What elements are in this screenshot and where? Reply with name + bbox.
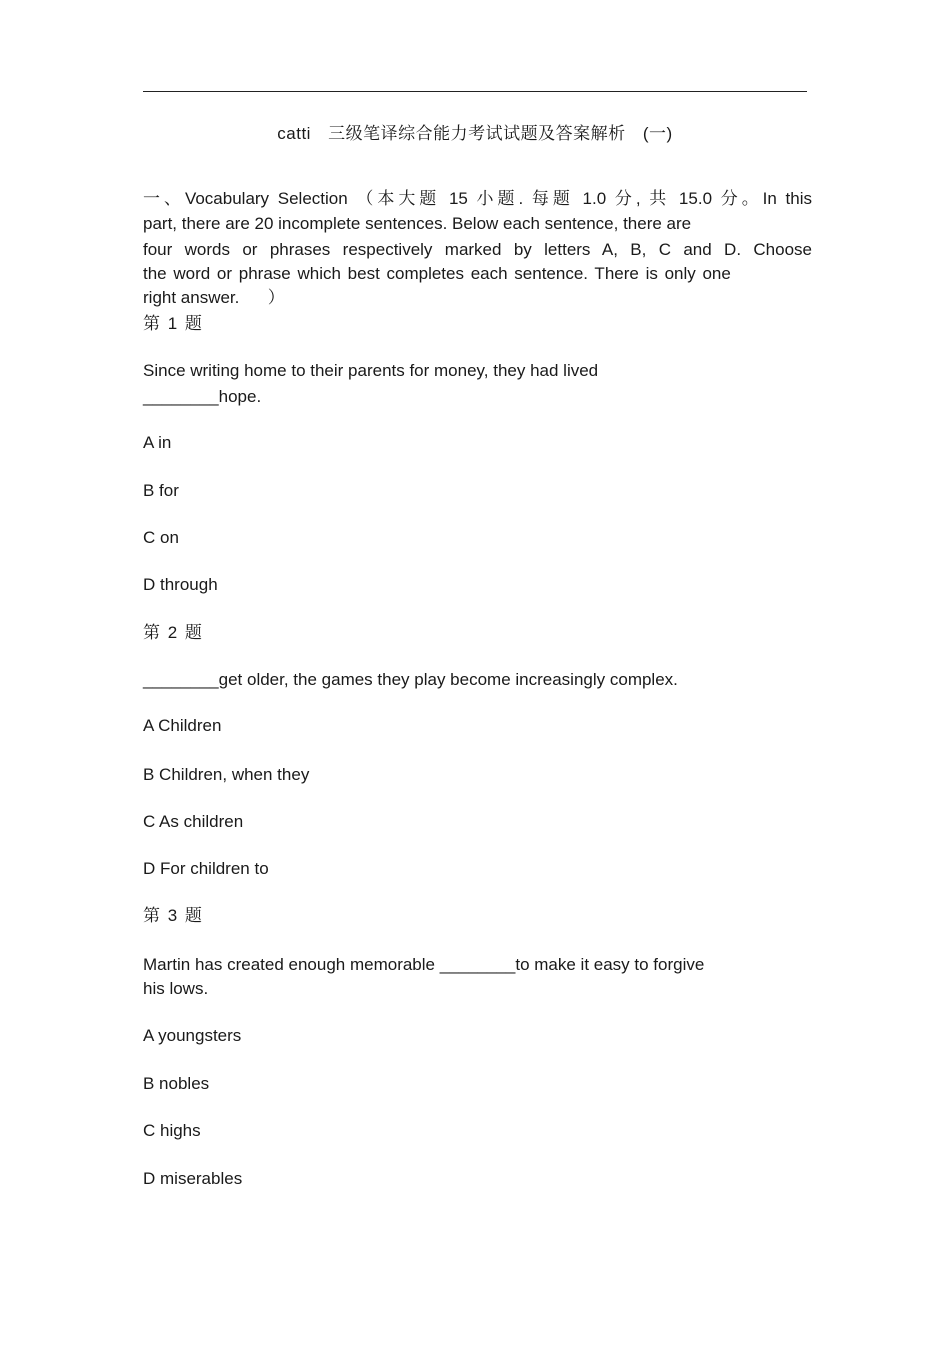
option-b: B for [143,481,179,500]
option-c: C highs [143,1121,201,1140]
option-b: B nobles [143,1074,210,1093]
document-title: catti 三级笔译综合能力考试试题及答案解析 (一) [277,124,673,143]
option-d: D through [143,575,218,594]
question-label: 第 3 题 [143,906,202,925]
option-c: C on [143,528,179,547]
option-d: D miserables [143,1169,243,1188]
question-label: 第 1 题 [143,314,202,333]
intro-line-1: 一、Vocabulary Selection （本大题 15 小题. 每题 1.0 分, 共 15.0 分。In this [143,189,812,208]
option-a: A youngsters [143,1026,242,1045]
option-d: D For children to [143,859,269,878]
intro-line-5: right answer. ） [143,288,285,307]
header-rule [143,91,807,92]
question-stem-line: Martin has created enough memorable ________to make it easy to forgive [143,955,705,974]
option-a: A Children [143,716,222,735]
question-label: 第 2 题 [143,623,202,642]
question-stem-line: ________get older, the games they play become increasingly complex. [143,670,678,689]
question-stem-line: his lows. [143,979,209,998]
option-a: A in [143,433,172,452]
question-stem-line: ________hope. [143,387,262,406]
question-stem-line: Since writing home to their parents for money, they had lived [143,361,599,380]
intro-line-4: the word or phrase which best completes each sentence. There is only one [143,264,731,283]
option-c: C As children [143,812,244,831]
intro-line-2: part, there are 20 incomplete sentences. Below each sentence, there are [143,214,692,233]
option-b: B Children, when they [143,765,310,784]
intro-line-3: four words or phrases respectively marked by letters A, B, C and D. Choose [143,240,812,259]
